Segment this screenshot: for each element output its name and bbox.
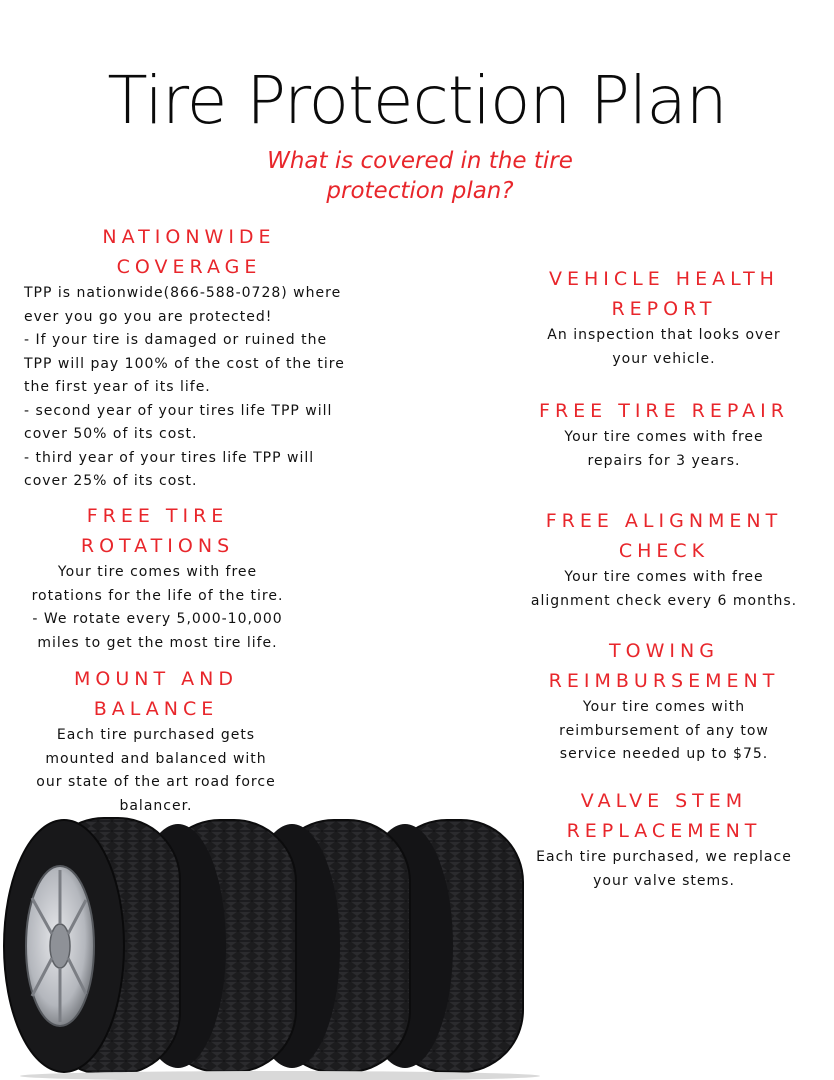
section-valve-stem-replacement <box>526 786 802 893</box>
section-free-tire-repair <box>534 396 794 473</box>
section-heading: FREE TIRE REPAIR <box>539 400 789 422</box>
section-heading: VEHICLE HEALTH REPORT <box>549 268 779 320</box>
section-free-tire-rotations <box>20 501 295 655</box>
tire-1 <box>4 818 180 1074</box>
page-subtitle: What is covered in the tire protection plan? <box>267 148 573 204</box>
section-heading: MOUNT AND BALANCE <box>74 668 238 720</box>
section-free-alignment-check <box>526 506 802 613</box>
section-heading: TOWING REIMBURSEMENT <box>548 640 780 692</box>
section-heading: VALVE STEM REPLACEMENT <box>566 790 762 842</box>
section-vehicle-health-report <box>534 264 794 371</box>
section-body: Your tire comes with free alignment check every 6 months. <box>530 569 798 609</box>
section-mount-and-balance <box>26 664 286 818</box>
section-heading: FREE ALIGNMENT CHECK <box>545 510 783 562</box>
page-title: Tire Protection Plan <box>107 62 727 139</box>
section-body: Each tire purchased gets mounted and balanced with our state of the art road force balancer. <box>36 727 276 814</box>
section-body: Each tire purchased, we replace your valve stems. <box>536 849 792 889</box>
section-body: Your tire comes with reimbursement of any tow service needed up to $75. <box>559 699 769 762</box>
section-towing-reimbursement <box>534 636 794 767</box>
section-body: An inspection that looks over your vehicle. <box>547 327 781 367</box>
section-nationwide-coverage <box>24 222 354 494</box>
section-body: Your tire comes with free repairs for 3 years. <box>564 429 764 469</box>
four-tires-photo <box>0 806 540 1080</box>
section-body: TPP is nationwide(866-588-0728) where ever you go you are protected! - If your tire is damaged or ruined the TPP will pay 100% of the cost of the tire the first year of its life. - second year of your tires life TPP will cover 50% of its cost. - third year of your tires life TPP will cover 25% of its cost. <box>24 285 345 489</box>
section-body: Your tire comes with free rotations for the life of the tire. - We rotate every 5,000-10,000 miles to get the most tire life. <box>31 564 284 651</box>
section-heading: FREE TIRE ROTATIONS <box>80 505 235 557</box>
section-heading: NATIONWIDE COVERAGE <box>102 226 276 278</box>
